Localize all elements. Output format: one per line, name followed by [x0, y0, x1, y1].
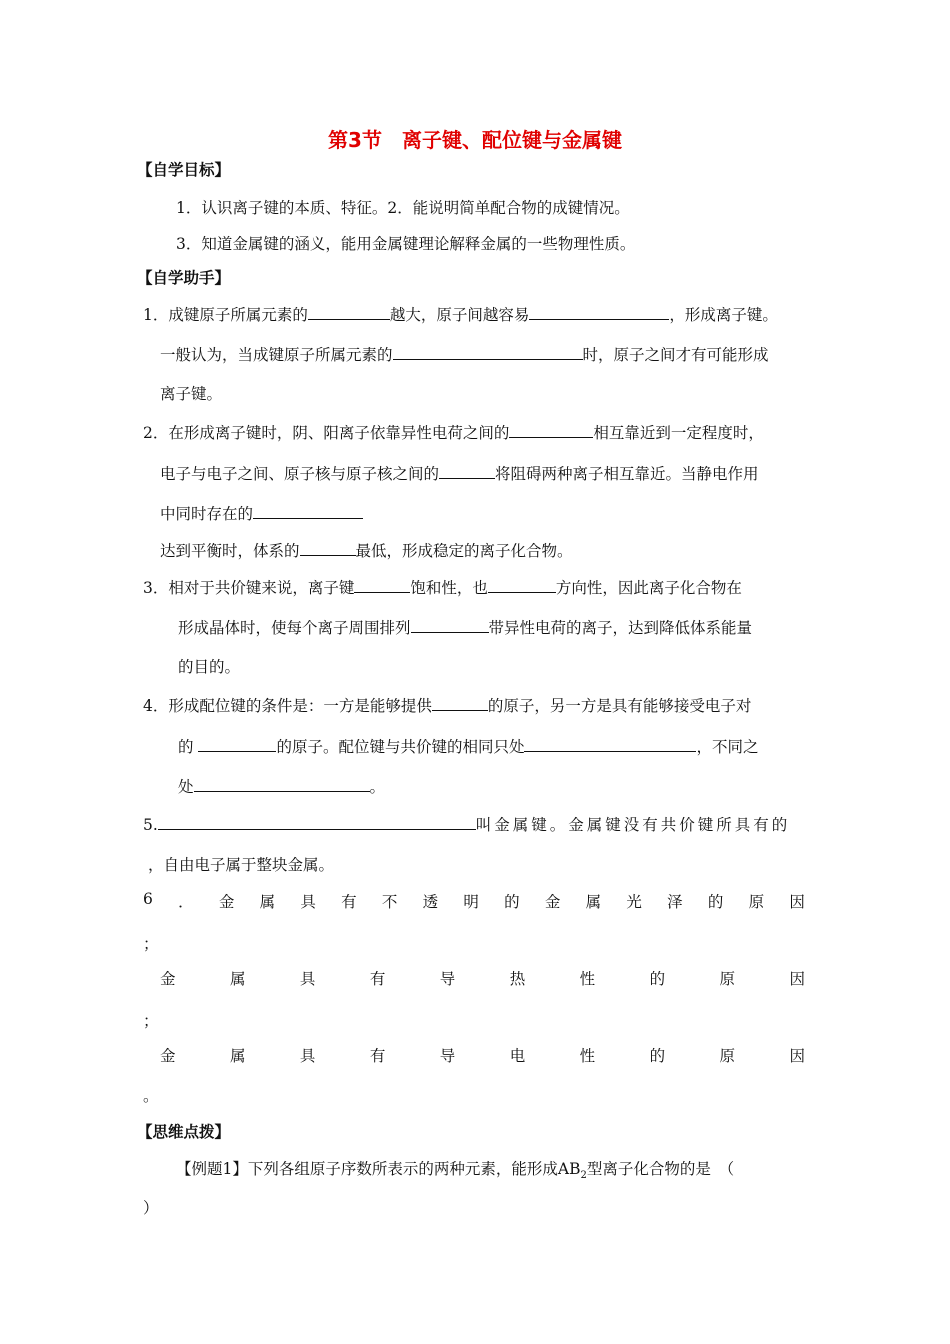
q2-line3 [160, 502, 363, 524]
q1-blank-2[interactable] [529, 305, 669, 320]
q5-text-b: 叫金属键。金属键没有共价键所具有的 [475, 816, 791, 834]
example-close-paren: ） [143, 1199, 159, 1217]
q1-line2 [160, 343, 769, 365]
q3-blank-1[interactable] [354, 578, 410, 593]
q3-text-d: 形成晶体时，使每个离子周围排列 [178, 619, 411, 637]
q1-line3: 离子键。 [160, 385, 223, 403]
q1-text-e: 时，原子之间才有可能形成 [582, 346, 769, 364]
q6-l3-c6: 性 [579, 1047, 596, 1065]
q6-l3-c9: 因 [789, 1047, 805, 1065]
q4-blank-1[interactable] [432, 696, 488, 711]
q6-line2 [160, 967, 805, 989]
example-1 [176, 1157, 734, 1181]
q6-l1-c10: 金 [544, 893, 561, 911]
q1-text-b: 越大，原子间越容易 [389, 306, 530, 324]
q3-blank-3[interactable] [411, 618, 489, 633]
q6-l1-c1: ． [178, 893, 194, 911]
q5-line1 [143, 813, 805, 835]
q6-l1-c16: 因 [789, 893, 805, 911]
section-helper: 【自学助手】 [137, 268, 231, 287]
example-label: 【例题1】 [176, 1160, 248, 1178]
q6-l1-c4: 具 [300, 893, 316, 911]
q3-text-b: 饱和性，也 [410, 579, 488, 597]
q6-l2-c6: 性 [579, 970, 596, 988]
q6-l2-c8: 原 [719, 970, 736, 988]
q6-line3 [160, 1044, 805, 1066]
q2-text-e: 中同时存在的 [160, 505, 254, 523]
q2-text-b: 相互靠近到一定程度时， [593, 424, 764, 442]
q1-text-d: 一般认为，当成键原子所属元素的 [160, 346, 393, 364]
q6-l1-c13: 泽 [667, 893, 683, 911]
q2-blank-1[interactable] [509, 423, 593, 438]
q6-semicolon-1: ； [143, 935, 159, 953]
q1-text-c: ，形成离子键。 [669, 306, 778, 324]
q3-line1 [143, 576, 742, 598]
q3-text-c: 方向性，因此离子化合物在 [555, 579, 742, 597]
q6-l2-c9: 因 [789, 970, 805, 988]
section-hint: 【思维点拨】 [137, 1122, 231, 1141]
q6-line1 [143, 890, 805, 912]
q6-semicolon-2: ； [143, 1012, 159, 1030]
q6-l3-c1: 属 [229, 1047, 246, 1065]
q6-l3-c5: 电 [509, 1047, 526, 1065]
q5-line2: ，自由电子属于整块金属。 [148, 856, 335, 874]
q3-line2 [178, 616, 752, 638]
q6-l2-c0: 金 [160, 970, 176, 988]
q3-blank-2[interactable] [488, 578, 556, 593]
q4-text-g: 。 [369, 778, 386, 796]
q4-text-e: ，不同之 [696, 738, 759, 756]
q4-blank-3[interactable] [524, 737, 696, 752]
q5-blank-1[interactable] [158, 815, 476, 830]
q3-text-e: 带异性电荷的离子，达到降低体系能量 [488, 619, 753, 637]
q6-l2-c7: 的 [649, 970, 666, 988]
q6-l1-c12: 光 [626, 893, 642, 911]
q2-text-g: 最低，形成稳定的离子化合物。 [355, 542, 573, 560]
q2-line2 [160, 462, 759, 484]
q6-l1-c7: 透 [422, 893, 439, 911]
q4-blank-4[interactable] [194, 777, 370, 792]
q4-text-c: 的 [178, 738, 199, 756]
q4-text-f: 处 [178, 778, 194, 796]
q6-l1-c14: 的 [707, 893, 724, 911]
q1-text-a: 1．成键原子所属元素的 [143, 306, 308, 324]
q3-text-a: 3．相对于共价键来说，离子键 [143, 579, 355, 597]
q2-blank-3[interactable] [253, 504, 363, 519]
goal-2: 3．知道金属键的涵义，能用金属键理论解释金属的一些物理性质。 [176, 235, 636, 253]
q5-text-a: 5. [143, 816, 158, 834]
q4-text-a: 4．形成配位键的条件是：一方是能够提供 [143, 697, 432, 715]
example-subscript: 2 [580, 1170, 587, 1182]
q2-blank-2[interactable] [439, 464, 495, 479]
q6-l3-c4: 导 [439, 1047, 456, 1065]
q4-line1 [143, 694, 751, 716]
q2-line4 [160, 539, 573, 561]
q6-l2-c3: 有 [369, 970, 386, 988]
q6-l1-c5: 有 [341, 893, 357, 911]
q2-text-d: 将阻碍两种离子相互靠近。当静电作用 [495, 465, 759, 483]
q1-line1 [143, 303, 778, 325]
q6-l3-c0: 金 [160, 1047, 176, 1065]
q6-l1-c8: 明 [463, 893, 479, 911]
q2-blank-4[interactable] [300, 541, 356, 556]
q6-l1-c3: 属 [259, 893, 276, 911]
q1-blank-3[interactable] [393, 345, 583, 360]
example-text-a: 下列各组原子序数所表示的两种元素，能形成AB [247, 1160, 581, 1178]
q6-l1-c0: 6 [143, 890, 153, 908]
q6-l1-c6: 不 [381, 893, 398, 911]
q4-text-d: 的原子。配位键与共价键的相同只处 [276, 738, 525, 756]
section-goal: 【自学目标】 [137, 160, 231, 179]
q4-line3 [178, 775, 385, 797]
page-title: 第3节 离子键、配位键与金属键 [328, 128, 622, 152]
q2-line1 [143, 421, 764, 443]
q6-l1-c11: 属 [585, 893, 602, 911]
q6-l1-c2: 金 [218, 893, 235, 911]
q2-text-c: 电子与电子之间、原子核与原子核之间的 [160, 465, 440, 483]
q6-l2-c2: 具 [299, 970, 316, 988]
q4-line2 [178, 735, 758, 757]
q3-line3: 的目的。 [178, 658, 241, 676]
q6-l3-c2: 具 [299, 1047, 316, 1065]
q6-l3-c7: 的 [649, 1047, 666, 1065]
q6-l1-c15: 原 [748, 893, 765, 911]
q6-l3-c3: 有 [369, 1047, 386, 1065]
q6-l2-c5: 热 [509, 970, 526, 988]
q4-text-b: 的原子，另一方是具有能够接受电子对 [487, 697, 752, 715]
q6-period: 。 [143, 1087, 159, 1105]
q1-blank-1[interactable] [308, 305, 390, 320]
q6-l1-c9: 的 [504, 893, 520, 911]
q6-l3-c8: 原 [719, 1047, 736, 1065]
q2-text-a: 2．在形成离子键时，阴、阳离子依靠异性电荷之间的 [143, 424, 510, 442]
q6-l2-c4: 导 [439, 970, 456, 988]
example-text-b: 型离子化合物的是 （ [586, 1160, 735, 1178]
q4-blank-2[interactable] [198, 737, 276, 752]
q6-l2-c1: 属 [229, 970, 246, 988]
q2-text-f: 达到平衡时，体系的 [160, 542, 300, 560]
goal-1: 1．认识离子键的本质、特征。2．能说明简单配合物的成键情况。 [176, 199, 630, 217]
